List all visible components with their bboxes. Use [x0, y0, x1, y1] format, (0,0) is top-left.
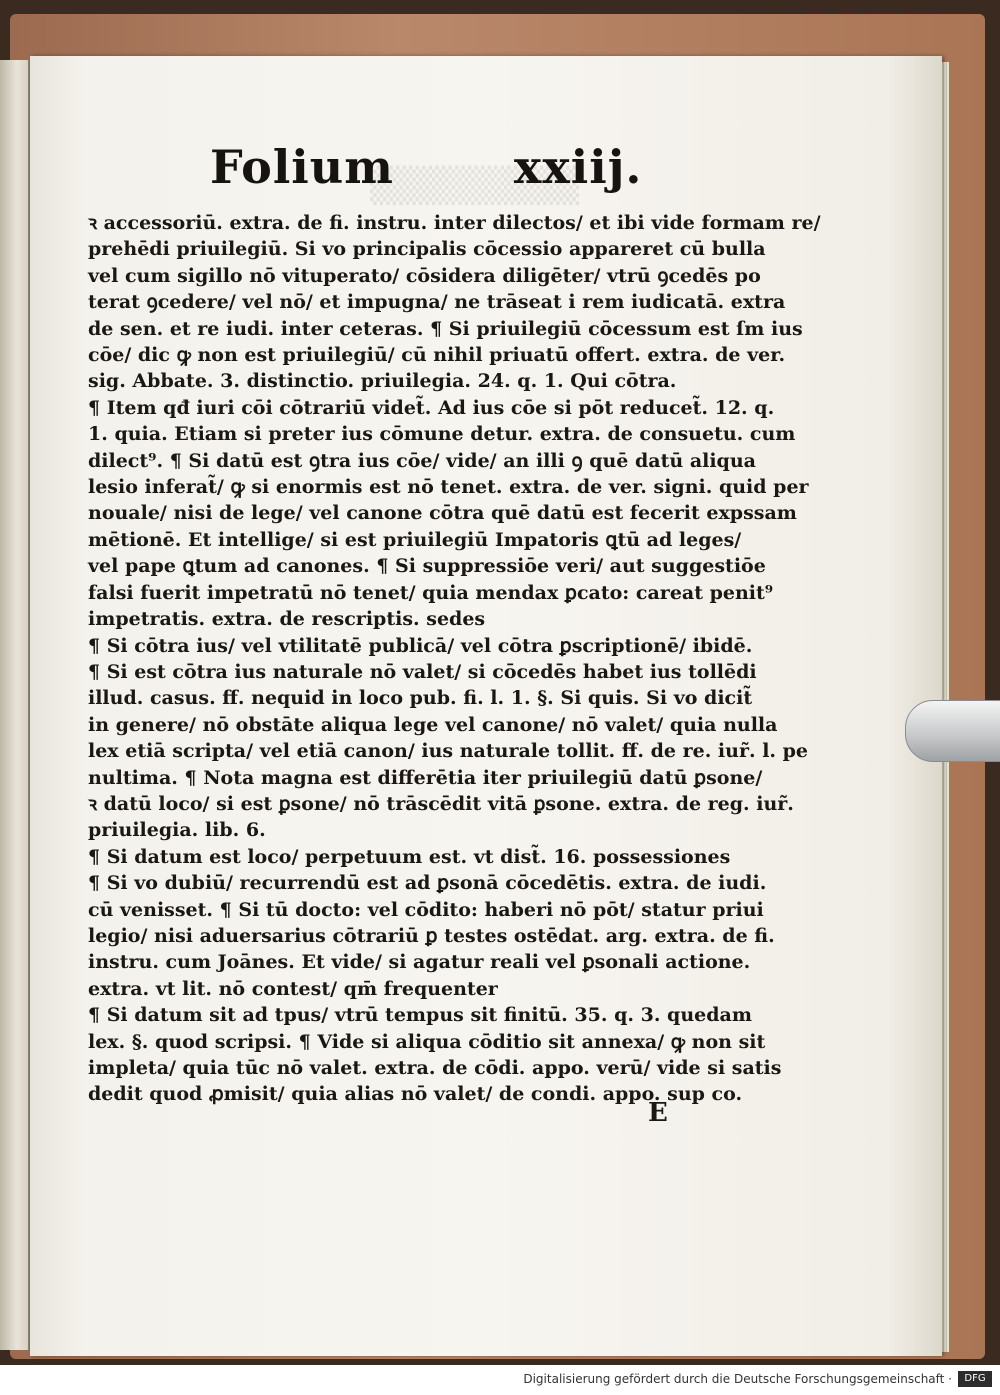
text-line: prehēdi priuilegiū. Si vo principalis cōcessio appareret cū bulla	[88, 238, 766, 261]
text-line: lesio inferat̃/ ꝙ si enormis est nō tenet. extra. de ver. signi. quid per	[88, 476, 809, 499]
text-line: lex etiā scripta/ vel etiā canon/ ius naturale tollit. ff. de re. iur̃. l. pe	[88, 740, 809, 763]
text-line: extra. vt lit. nō contest/ qm̄ frequenter	[88, 977, 498, 1000]
text-line: de sen. et re iudi. inter ceteras. ¶ Si priuilegiū cōcessum est ſm ius	[88, 317, 803, 340]
folio-word: Folium	[210, 140, 394, 194]
text-line: nultima. ¶ Nota magna est differētia iter priuilegiū datū ꝑsone/	[88, 766, 763, 789]
folio-header	[210, 140, 642, 194]
footer	[0, 1365, 1000, 1395]
text-line: terat ꝯcedere/ vel nō/ et impugna/ ne trāseat i rem iudicatā. extra	[88, 291, 786, 314]
text-line: dedit quod ꝓmisit/ quia alias nō valet/ de condi. appo. sup co.	[88, 1083, 743, 1106]
text-line: ¶ Si est cōtra ius naturale nō valet/ si cōcedēs habet ius tollēdi	[88, 660, 757, 683]
text-line: instru. cum Joānes. Et vide/ si agatur reali vel ꝑsonali actione.	[88, 951, 751, 974]
dfg-logo: DFG	[958, 1371, 992, 1387]
text-line: ¶ Si cōtra ius/ vel vtilitatē publicā/ vel cōtra ꝑscriptionē/ ibidē.	[88, 634, 753, 657]
text-line: illud. casus. ff. nequid in loco pub. fi. l. 1. §. Si quis. Si vo dicit̃	[88, 687, 753, 710]
page-clip	[905, 700, 1000, 762]
text-line: ¶ Si datum est loco/ perpetuum est. vt dist̃. 16. possessiones	[88, 845, 731, 868]
text-line: cū venisset. ¶ Si tū docto: vel cōdito: haberi nō pōt/ statur priui	[88, 898, 764, 921]
text-line: ¶ Item qđ iuri cōi cōtrariū videt̃. Ad ius cōe si pōt reducet̃. 12. q.	[88, 396, 775, 419]
text-line: dilect⁹. ¶ Si datū est ꝯtra ius cōe/ vide/ an illi ꝯ quē datū aliqua	[88, 449, 756, 472]
text-line: impleta/ quia tūc nō valet. extra. de cōdi. appo. verū/ vide si satis	[88, 1057, 782, 1079]
text-line: mētionē. Et intellige/ si est priuilegiū Impatoris ꝗtū ad leges/	[88, 528, 742, 551]
text-line: ꝛ datū loco/ si est ꝑsone/ nō trāscēdit vitā ꝑsone. extra. de reg. iur̃.	[88, 792, 794, 815]
body-text	[88, 210, 821, 1108]
folio-number: xxiij.	[513, 140, 643, 194]
text-line: ¶ Si vo dubiū/ recurrendū est ad ꝑsonā cōcedētis. extra. de iudi.	[88, 872, 767, 895]
text-line: ꝛ accessoriū. extra. de fi. instru. inter dilectos/ et ibi vide formam re/	[88, 212, 821, 234]
text-line: impetratis. extra. de rescriptis. sedes	[88, 608, 486, 631]
funding-credit: Digitalisierung gefördert durch die Deutsche Forschungsgemeinschaft ·	[523, 1372, 952, 1386]
text-line: vel cum sigillo nō vituperato/ cōsidera diligēter/ vtrū ꝯcedēs po	[88, 264, 761, 287]
text-line: sig. Abbate. 3. distinctio. priuilegia. 24. q. 1. Qui cōtra.	[88, 370, 677, 393]
catchword: E	[648, 1098, 668, 1128]
text-line: 1. quia. Etiam si preter ius cōmune detur. extra. de consuetu. cum	[88, 423, 796, 446]
show-through-text: ▒▒▒▒▒▒▒▒	[370, 166, 580, 206]
text-line: priuilegia. lib. 6.	[88, 819, 266, 842]
facing-page-edge	[0, 60, 29, 1350]
text-line: cōe/ dic ꝙ non est priuilegiū/ cū nihil priuatū offert. extra. de ver.	[88, 344, 786, 367]
text-line: vel pape ꝗtum ad canones. ¶ Si suppressiōe veri/ aut suggestiōe	[88, 555, 766, 578]
text-line: nouale/ nisi de lege/ vel canone cōtra quē datū est fecerit expssam	[88, 502, 797, 525]
text-line: ¶ Si datum sit ad tpus/ vtrū tempus sit finitū. 35. q. 3. quedam	[88, 1004, 752, 1027]
text-line: in genere/ nō obstāte aliqua lege vel canone/ nō valet/ quia nulla	[88, 713, 778, 736]
text-line: legio/ nisi aduersarius cōtrariū ꝑ testes ostēdat. arg. extra. de fi.	[88, 924, 775, 947]
text-line: falsi fuerit impetratū nō tenet/ quia mendax ꝑcato: careat penit⁹	[88, 581, 774, 604]
text-line: lex. §. quod scripsi. ¶ Vide si aliqua cōditio sit annexa/ ꝙ non sit	[88, 1030, 766, 1053]
